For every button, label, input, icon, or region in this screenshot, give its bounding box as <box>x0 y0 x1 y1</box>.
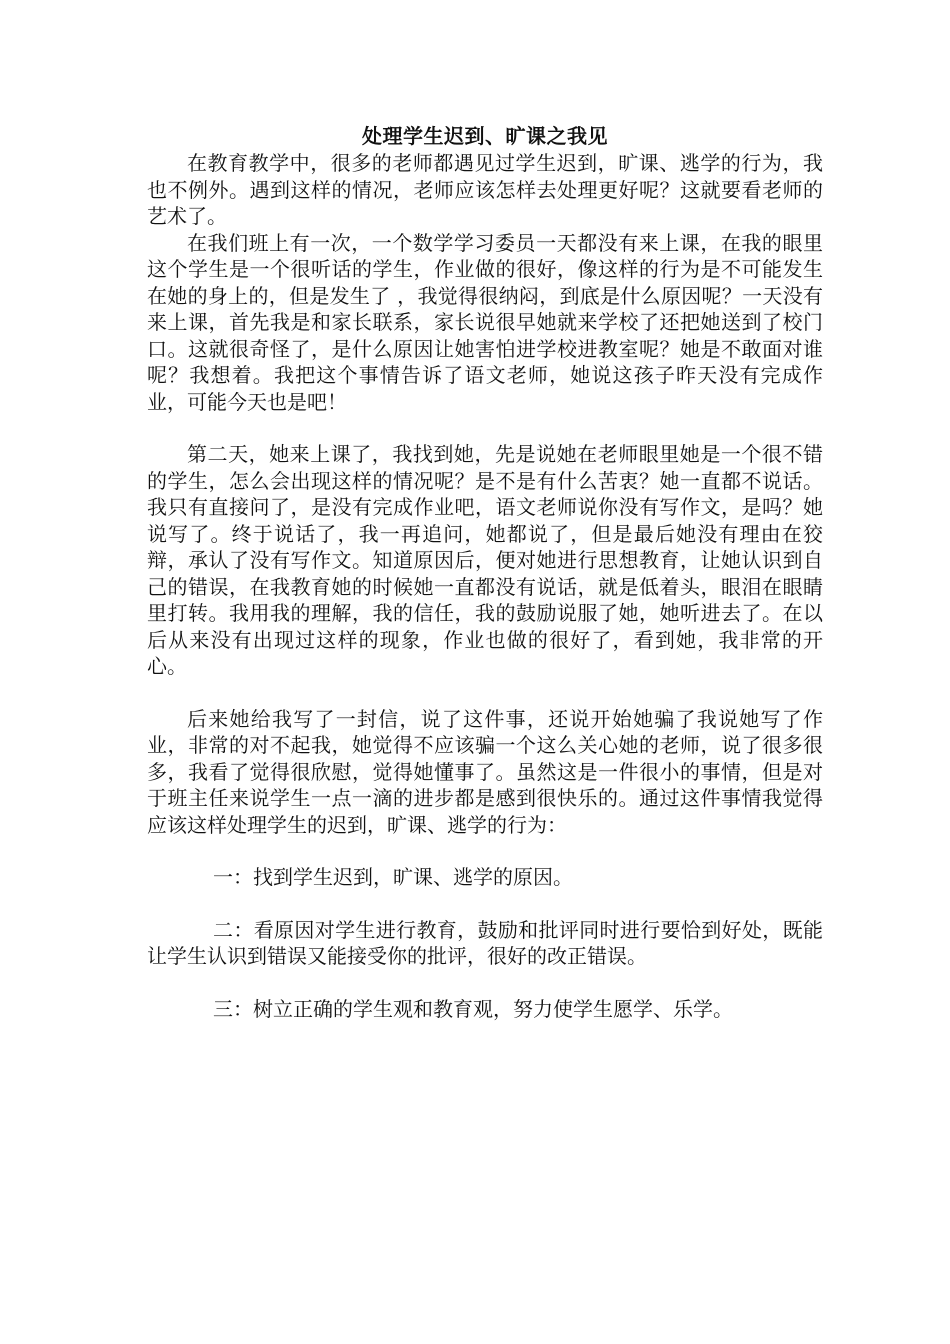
paragraph-incident: 在我们班上有一次，一个数学学习委员一天都没有来上课，在我的眼里这个学生是一个很听话的学生，作业做的很好，像这样的行为是不可能发生在她的身上的，但是发生了 ，我觉得很纳闷，到底是什么原因呢？一天没有来上课，首先我是和家长联系，家长说很早她就来学校了还把她送到了校门口。这就很奇怪了，是什么原因让她害怕进学校进教室呢？她是不敢面对谁呢？我想着。我把这个事情告诉了语文老师，她说这孩子昨天没有完成作业，可能今天也是吧！ <box>147 230 823 414</box>
paragraph-gap <box>147 680 823 706</box>
paragraph-next-day: 第二天，她来上课了，我找到她，先是说她在老师眼里她是一个很不错的学生，怎么会出现这样的情况呢？是不是有什么苦衷？她一直都不说话。我只有直接问了，是没有完成作业吧，语文老师说你没有写作文，是吗？她说写了。终于说话了，我一再追问，她都说了，但是最后她没有理由在狡辩，承认了没有写作文。知道原因后，便对她进行思想教育，让她认识到自己的错误，在我教育她的时候她一直都没有说话，就是低着头，眼泪在眼睛里打转。我用我的理解，我的信任，我的鼓励说服了她，她听进去了。在以后从来没有出现过这样的现象，作业也做的很好了，看到她，我非常的开心。 <box>147 442 823 678</box>
document-page <box>147 122 823 1022</box>
paragraph-gap <box>147 891 823 917</box>
paragraph-letter: 后来她给我写了一封信，说了这件事，还说开始她骗了我说她写了作业，非常的对不起我，她觉得不应该骗一个这么关心她的老师，说了很多很多，我看了觉得很欣慰，觉得她懂事了。虽然这是一件很小的事情，但是对于班主任来说学生一点一滴的进步都是感到很快乐的。通过这件事情我觉得应该这样处理学生的迟到，旷课、逃学的行为： <box>147 706 823 837</box>
document-title: 处理学生迟到、旷课之我见 <box>362 124 608 148</box>
paragraph-gap <box>147 838 823 864</box>
paragraph-intro: 在教育教学中，很多的老师都遇见过学生迟到，旷课、逃学的行为，我也不例外。遇到这样的情况，老师应该怎样去处理更好呢？这就要看老师的艺术了。 <box>147 151 823 228</box>
list-item-two: 二：看原因对学生进行教育，鼓励和批评同时进行要恰到好处，既能让学生认识到错误又能接受你的批评，很好的改正错误。 <box>147 917 823 968</box>
paragraph-gap <box>147 415 823 441</box>
list-item-one: 一：找到学生迟到，旷课、逃学的原因。 <box>213 865 573 889</box>
list-item-three: 三：树立正确的学生观和教育观，努力使学生愿学、乐学。 <box>213 996 733 1021</box>
paragraph-gap <box>147 970 823 996</box>
